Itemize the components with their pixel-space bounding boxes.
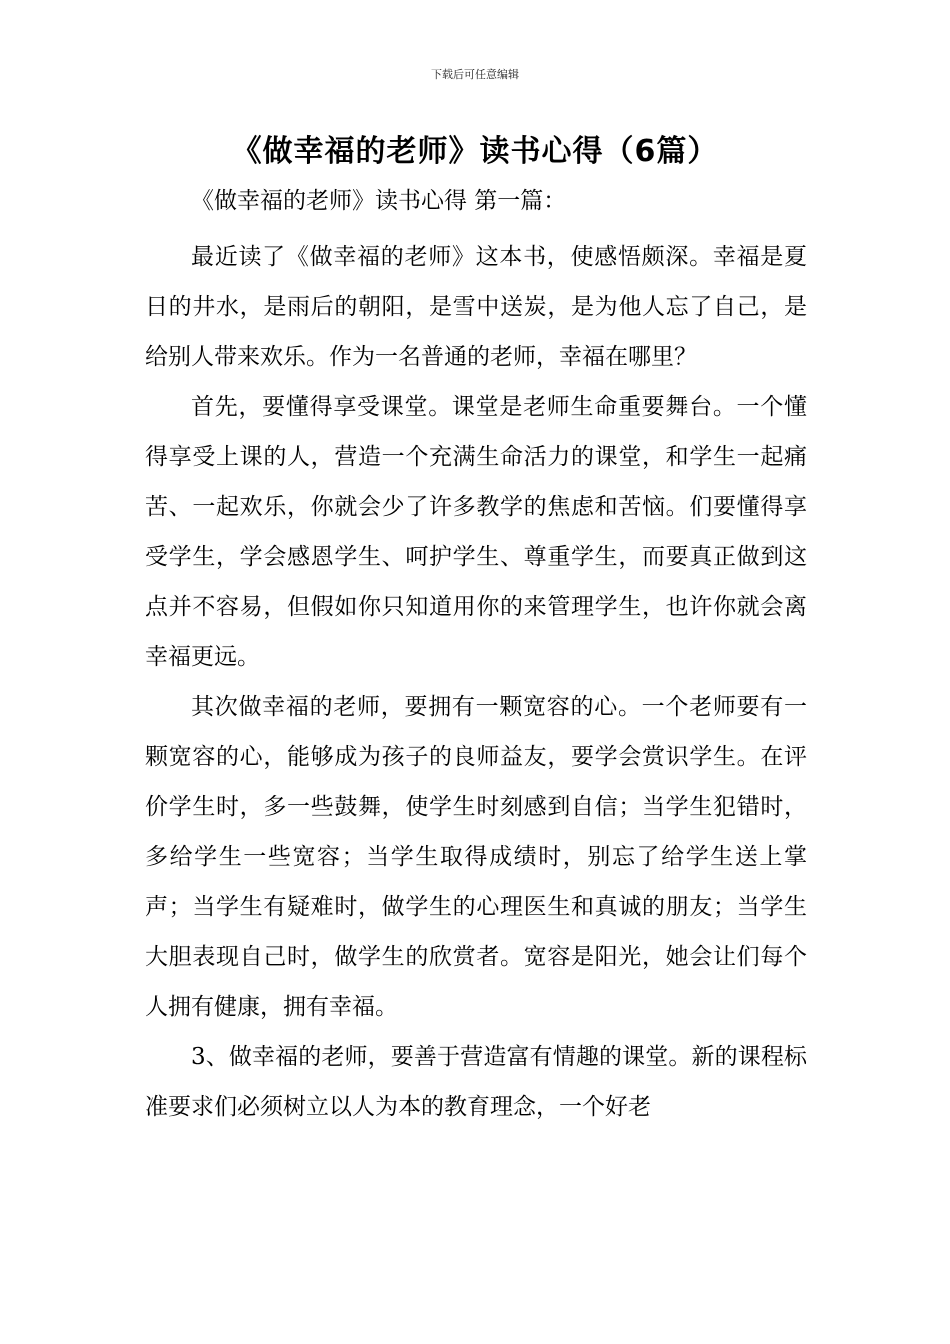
paragraph-3: 其次做幸福的老师，要拥有一颗宽容的心。一个老师要有一颗宽容的心，能够成为孩子的良师益友，要学会赏识学生。在评价学生时，多一些鼓舞，使学生时刻感到自信；当学生犯错时，多给学生一些宽容；当学生取得成绩时，别忘了给学生送上掌声；当学生有疑难时，做学生的心理医生和真诚的朋友；当学生大胆表现自己时，做学生的欣赏者。宽容是阳光，她会让们每个人拥有健康，拥有幸福。 [145, 694, 807, 1020]
section-subtitle: 《做幸福的老师》读书心得 第一篇： [191, 188, 567, 214]
paragraph-2: 首先，要懂得享受课堂。课堂是老师生命重要舞台。一个懂得享受上课的人，营造一个充满生命活力的课堂，和学生一起痛苦、一起欢乐，你就会少了许多教学的焦虑和苦恼。们要懂得享受学生，学会感恩学生、呵护学生、尊重学生，而要真正做到这点并不容易，但假如你只知道用你的来管理学生，也许你就会离幸福更远。 [145, 394, 807, 670]
document-title: 《做幸福的老师》读书心得（6篇） [231, 134, 719, 169]
header-note: 下载后可任意编辑 [431, 68, 519, 81]
document-body [145, 178, 807, 1132]
paragraph-1: 最近读了《做幸福的老师》这本书，使感悟颇深。幸福是夏日的井水，是雨后的朝阳，是雪中送炭，是为他人忘了自己，是给别人带来欢乐。作为一名普通的老师，幸福在哪里？ [145, 244, 807, 370]
paragraph-4: 3、做幸福的老师，要善于营造富有情趣的课堂。新的课程标准要求们必须树立以人为本的教育理念，一个好老 [145, 1044, 807, 1120]
